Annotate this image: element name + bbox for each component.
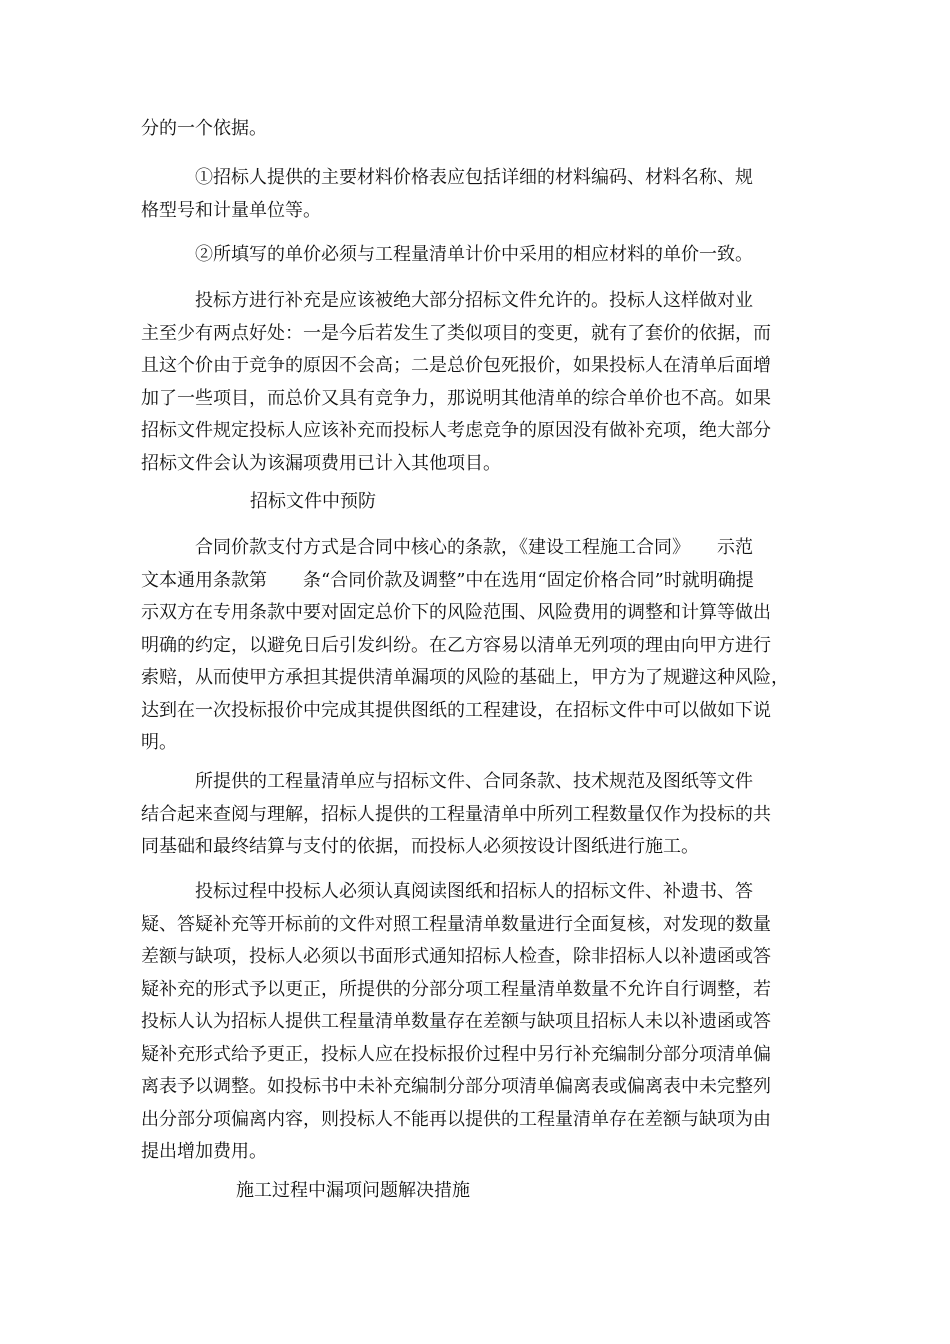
paragraph-bidder-supplement — [141, 285, 817, 480]
text-line: 且这个价由于竞争的原因不会高；二是总价包死报价，如果投标人在清单后面增 — [141, 355, 771, 376]
paragraph-item-2 — [141, 239, 817, 272]
text-line: 疑、答疑补充等开标前的文件对照工程量清单数量进行全面复核，对发现的数量 — [141, 913, 771, 935]
paragraph-item-1 — [141, 162, 817, 227]
text-line: 疑补充形式给予更正，投标人应在投标报价过程中另行补充编制分部分项清单偏 — [141, 1043, 771, 1065]
text-line: 分的一个依据。 — [141, 118, 267, 139]
text-line: 明。 — [141, 732, 177, 753]
text-line: 疑补充的形式予以更正，所提供的分部分项工程量清单数量不允许自行调整，若 — [141, 978, 771, 1000]
text-line: 格型号和计量单位等。 — [141, 199, 321, 221]
paragraph-bill-of-quantities — [141, 766, 817, 864]
text-line: 招标文件会认为该漏项费用已计入其他项目。 — [141, 452, 501, 474]
text-line: 索赔，从而使甲方承担其提供清单漏项的风险的基础上，甲方为了规避这种风险， — [141, 667, 789, 688]
paragraph-contract-payment — [141, 532, 817, 760]
text-line: 主至少有两点好处：一是今后若发生了类似项目的变更，就有了套价的依据，而 — [141, 322, 771, 344]
section-heading: 施工过程中漏项问题解决措施 — [236, 1180, 470, 1201]
text-line: ①招标人提供的主要材料价格表应包括详细的材料编码、材料名称、规 — [141, 167, 753, 188]
text-line: 出分部分项偏离内容，则投标人不能再以提供的工程量清单存在差额与缺项为由 — [141, 1108, 771, 1130]
text-line: 所提供的工程量清单应与招标文件、合同条款、技术规范及图纸等文件 — [141, 771, 753, 792]
text-line: 投标方进行补充是应该被绝大部分招标文件允许的。投标人这样做对业 — [141, 290, 753, 311]
text-line: 招标文件规定投标人应该补充而投标人考虑竞争的原因没有做补充项，绝大部分 — [141, 420, 771, 441]
text-line: 离表予以调整。如投标书中未补充编制分部分项清单偏离表或偏离表中未完整列 — [141, 1076, 771, 1097]
section-heading: 招标文件中预防 — [250, 491, 376, 512]
text-line: 投标人认为招标人提供工程量清单数量存在差额与缺项且招标人未以补遗函或答 — [141, 1011, 771, 1032]
text-line: 明确的约定，以避免日后引发纠纷。在乙方容易以清单无列项的理由向甲方进行 — [141, 634, 771, 656]
text-line: 示双方在专用条款中要对固定总价下的风险范围、风险费用的调整和计算等做出 — [141, 602, 771, 623]
text-line: 提出增加费用。 — [141, 1141, 267, 1162]
paragraph-continuation — [141, 113, 817, 146]
text-line: 合同价款支付方式是合同中核心的条款，《建设工程施工合同》 示范 — [141, 537, 753, 558]
text-line: 结合起来查阅与理解，招标人提供的工程量清单中所列工程数量仅作为投标的共 — [141, 803, 771, 825]
text-line: 文本通用条款第 条“合同价款及调整”中在选用“固定价格合同”时就明确提 — [141, 569, 754, 591]
text-line: 同基础和最终结算与支付的依据，而投标人必须按设计图纸进行施工。 — [141, 836, 699, 857]
text-line: 加了一些项目，而总价又具有竞争力，那说明其他清单的综合单价也不高。如果 — [141, 387, 771, 409]
text-line: 投标过程中投标人必须认真阅读图纸和招标人的招标文件、补遗书、答 — [141, 881, 753, 902]
text-line: 差额与缺项，投标人必须以书面形式通知招标人检查，除非招标人以补遗函或答 — [141, 946, 771, 967]
text-line: ②所填写的单价必须与工程量清单计价中采用的相应材料的单价一致。 — [141, 244, 753, 265]
paragraph-bidding-review — [141, 876, 817, 1169]
text-line: 达到在一次投标报价中完成其提供图纸的工程建设，在招标文件中可以做如下说 — [141, 699, 771, 721]
